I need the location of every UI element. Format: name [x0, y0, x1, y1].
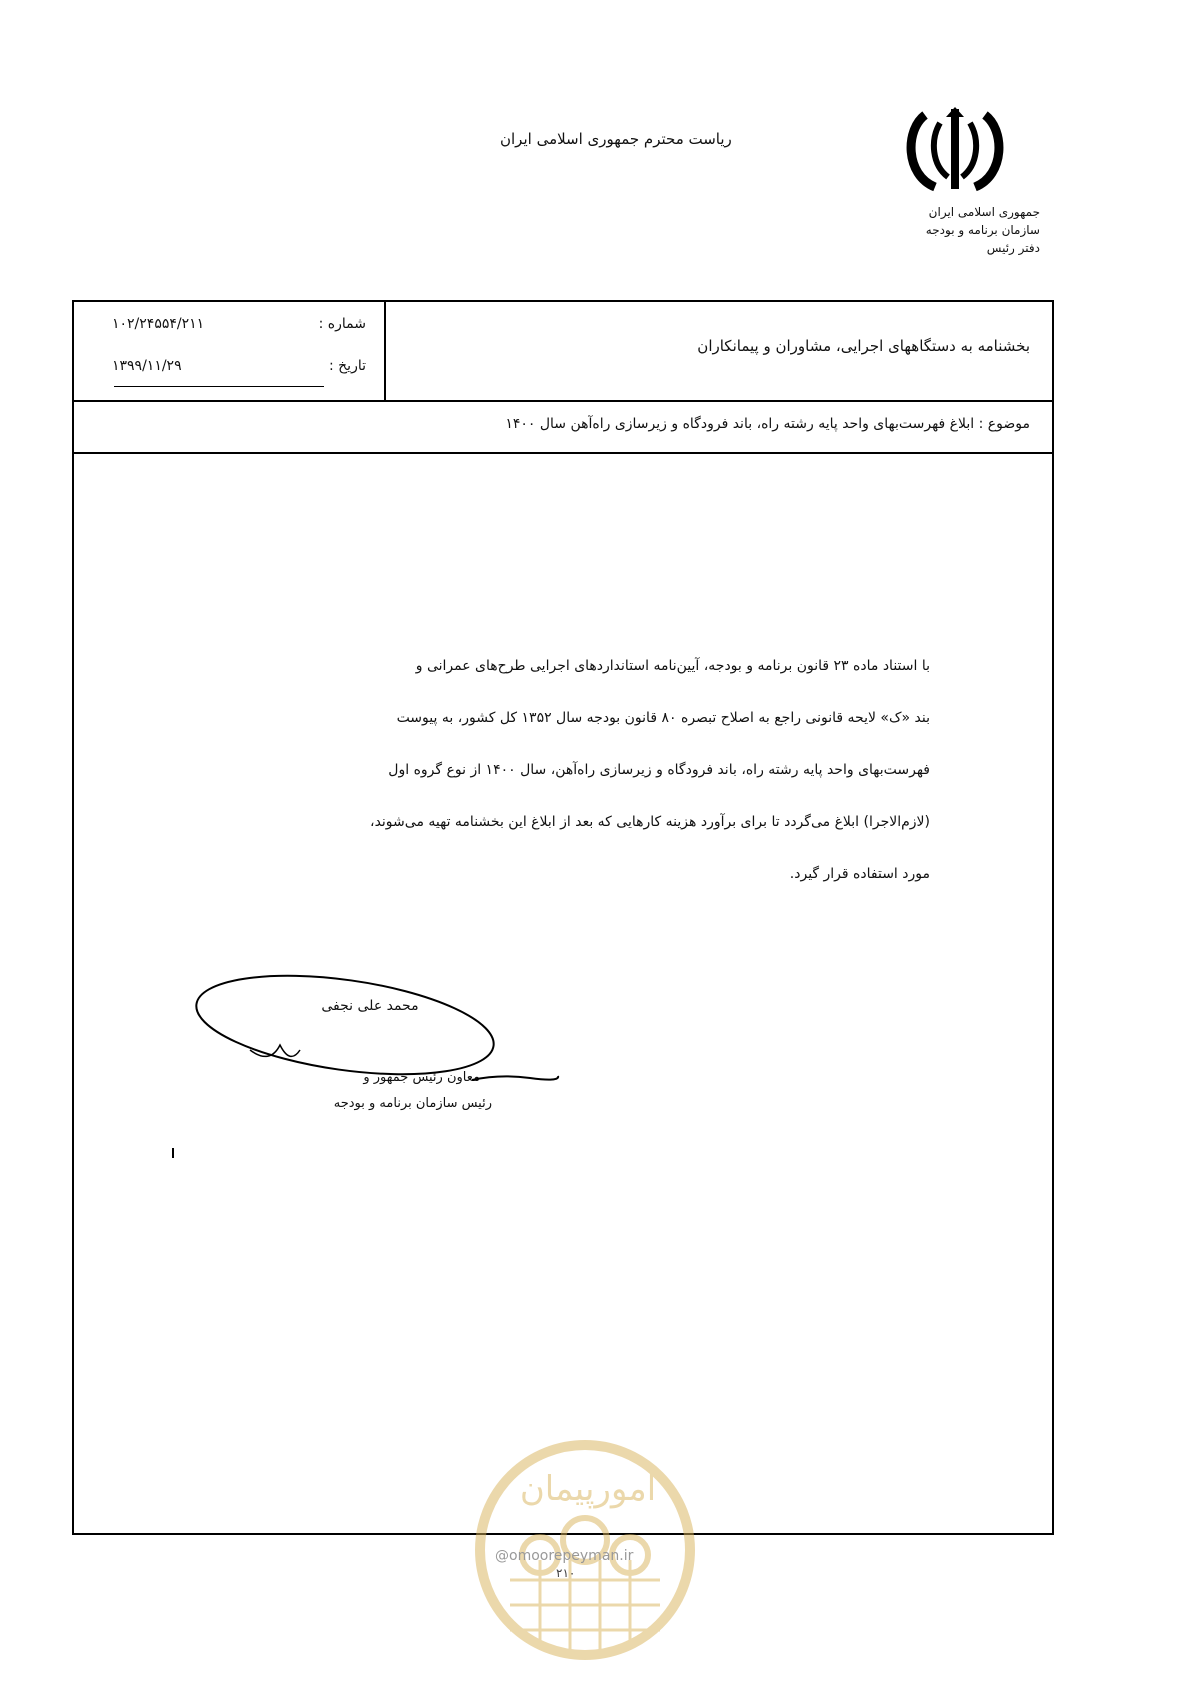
- gov-line: دفتر رئیس: [986, 241, 1040, 255]
- signatory-role: رئیس سازمان برنامه و بودجه: [333, 1096, 492, 1111]
- letter-number: [92, 310, 372, 344]
- body-line: (لازم‌الاجرا) ابلاغ می‌گردد تا برای برآورد هزینه کارهایی که بعد از ابلاغ این بخشنامه تهیه می‌شوند،: [370, 814, 930, 830]
- subject-line: موضوع : ابلاغ فهرست‌بهای واحد پایه رشته راه، باند فرودگاه و زیرسازی راه‌آهن سال ۱۴۰۰: [505, 416, 1030, 432]
- letter-frame: [72, 300, 1054, 1535]
- signature-block: [180, 970, 540, 1130]
- government-lines: [840, 203, 1040, 257]
- scan-mark: [172, 1148, 174, 1158]
- addressee: بخشنامه به دستگاههای اجرایی، مشاوران و پیمانکاران: [697, 337, 1030, 355]
- meta-row: [74, 302, 1052, 402]
- signatory-name: محمد علی نجفی: [321, 998, 419, 1014]
- iran-emblem-icon: [900, 105, 1010, 195]
- date-label: تاریخ :: [328, 358, 366, 374]
- classification-label: ریاست محترم جمهوری اسلامی ایران: [500, 130, 732, 148]
- date-value: ۱۳۹۹/۱۱/۲۹: [112, 358, 182, 374]
- footer-handle: @omoorepeyman.ir: [495, 1548, 634, 1564]
- subject-row: [74, 400, 1052, 454]
- body-line: فهرست‌بهای واحد پایه رشته راه، باند فرودگاه و زیرسازی راه‌آهن، سال ۱۴۰۰ از نوع گروه اول: [388, 762, 930, 778]
- gov-line: سازمان برنامه و بودجه: [925, 223, 1040, 237]
- page-number: ۲۱۰: [556, 1566, 576, 1580]
- watermark-text: امورپیمان: [519, 1469, 657, 1509]
- number-label: شماره :: [318, 316, 366, 332]
- body-line: با استناد ماده ۲۳ قانون برنامه و بودجه، آیین‌نامه استانداردهای اجرایی طرح‌های عمرانی و: [415, 658, 930, 674]
- body-line: مورد استفاده قرار گیرد.: [789, 866, 930, 882]
- signature-stroke-icon: [470, 1070, 560, 1088]
- letter-date: [92, 352, 372, 386]
- meta-box: [74, 302, 386, 400]
- gov-line: جمهوری اسلامی ایران: [928, 205, 1040, 219]
- body-line: بند «ک» لایحه قانونی راجع به اصلاح تبصره ۸۰ قانون بودجه سال ۱۳۵۲ کل کشور، به پیوست: [396, 710, 930, 726]
- letter-body: [160, 640, 930, 900]
- signatory-title: معاون رئیس جمهور و: [363, 1070, 480, 1085]
- letterhead: [0, 0, 1190, 290]
- number-value: ۱۰۲/۲۴۵۵۴/۲۱۱: [112, 316, 205, 332]
- divider: [114, 386, 324, 387]
